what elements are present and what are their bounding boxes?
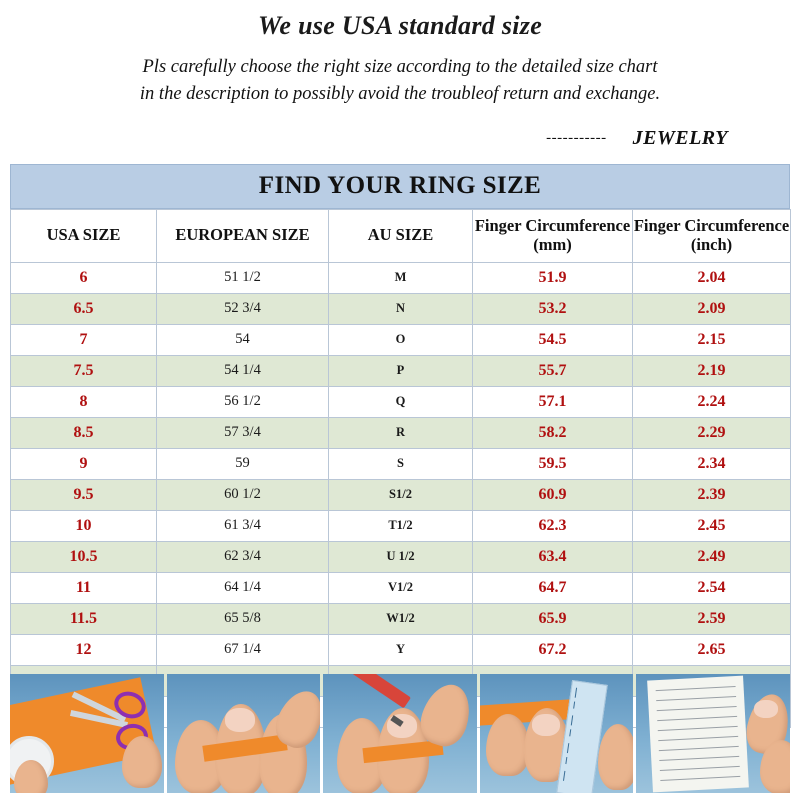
cell-circumference-mm: 62.3	[473, 510, 633, 541]
ruler-tick	[565, 757, 567, 764]
table-row	[11, 324, 791, 355]
cell-usa-size: 7	[11, 324, 157, 355]
cell-usa-size: 9.5	[11, 479, 157, 510]
table-row	[11, 541, 791, 572]
step-mark-strip-with-pen	[323, 674, 477, 793]
cell-circumference-inch: 2.15	[633, 324, 791, 355]
step-compare-with-size-chart	[636, 674, 790, 793]
cell-usa-size: 11.5	[11, 603, 157, 634]
cell-circumference-inch: 2.59	[633, 603, 791, 634]
cell-european-size: 62 3/4	[157, 541, 329, 572]
cell-circumference-inch: 2.54	[633, 572, 791, 603]
cell-european-size: 57 3/4	[157, 417, 329, 448]
table-row	[11, 479, 791, 510]
table-row	[11, 634, 791, 665]
chart-line	[659, 736, 739, 741]
cell-circumference-inch: 2.04	[633, 262, 791, 293]
table-header-row	[11, 209, 791, 262]
step-measure-strip-with-ruler	[480, 674, 634, 793]
cell-au-size: M	[329, 262, 473, 293]
cell-circumference-mm: 67.2	[473, 634, 633, 665]
cell-usa-size: 10	[11, 510, 157, 541]
finger-1	[486, 714, 530, 776]
cell-circumference-mm: 60.9	[473, 479, 633, 510]
cell-au-size: S1/2	[329, 479, 473, 510]
cell-european-size: 64 1/4	[157, 572, 329, 603]
table-row	[11, 355, 791, 386]
ruler-tick	[569, 729, 571, 736]
cell-usa-size: 11	[11, 572, 157, 603]
table-row	[11, 417, 791, 448]
cell-circumference-inch: 2.49	[633, 541, 791, 572]
chart-line	[660, 766, 740, 771]
chart-line	[658, 726, 738, 731]
subtext-line-1: Pls carefully choose the right size according to the detailed size chart	[142, 57, 658, 77]
size-chart-sheet	[648, 676, 750, 793]
chart-line	[661, 776, 741, 781]
table-row	[11, 603, 791, 634]
cell-usa-size: 6	[11, 262, 157, 293]
table-row	[11, 293, 791, 324]
table-row	[11, 448, 791, 479]
cell-circumference-inch: 2.45	[633, 510, 791, 541]
cell-european-size: 52 3/4	[157, 293, 329, 324]
cell-au-size: S	[329, 448, 473, 479]
cell-usa-size: 8.5	[11, 417, 157, 448]
cell-circumference-mm: 53.2	[473, 293, 633, 324]
cell-european-size: 51 1/2	[157, 262, 329, 293]
chart-line	[657, 706, 737, 711]
chart-line	[656, 686, 736, 691]
fingernail	[225, 708, 255, 732]
cell-european-size: 61 3/4	[157, 510, 329, 541]
cell-circumference-mm: 55.7	[473, 355, 633, 386]
cell-usa-size: 12	[11, 634, 157, 665]
cell-circumference-mm: 57.1	[473, 386, 633, 417]
cell-au-size: U 1/2	[329, 541, 473, 572]
cell-circumference-mm: 63.4	[473, 541, 633, 572]
step-wrap-strip-around-finger	[167, 674, 321, 793]
cell-au-size: O	[329, 324, 473, 355]
brand-line	[0, 127, 800, 150]
cell-au-size: N	[329, 293, 473, 324]
subtext-line-2: in the description to possibly avoid the troubleof return and exchange.	[139, 83, 661, 104]
ruler-tick	[573, 702, 575, 709]
column-header-finger-circumference-inch: Finger Circumference (inch)	[633, 209, 791, 262]
cell-au-size: V1/2	[329, 572, 473, 603]
cell-au-size: W1/2	[329, 603, 473, 634]
cell-circumference-inch: 2.09	[633, 293, 791, 324]
cell-european-size: 59	[157, 448, 329, 479]
cell-european-size: 67 1/4	[157, 634, 329, 665]
instruction-photo-strip	[10, 674, 790, 793]
cell-european-size: 65 5/8	[157, 603, 329, 634]
brand-name: JEWELRY	[632, 126, 728, 149]
table-row	[11, 386, 791, 417]
cell-european-size: 54 1/4	[157, 355, 329, 386]
ruler-tick	[571, 715, 573, 725]
ruler-tick	[567, 743, 569, 753]
cell-circumference-inch: 2.39	[633, 479, 791, 510]
cell-european-size: 54	[157, 324, 329, 355]
brand-dashes: -----------	[546, 129, 607, 146]
table-row	[11, 262, 791, 293]
table-body	[11, 262, 791, 727]
ruler-tick	[563, 771, 565, 781]
column-header-european-size: EUROPEAN SIZE	[157, 209, 329, 262]
table-title: FIND YOUR RING SIZE	[10, 164, 790, 209]
cell-european-size: 60 1/2	[157, 479, 329, 510]
ring-size-table	[10, 209, 791, 728]
column-header-au-size: AU SIZE	[329, 209, 473, 262]
cell-circumference-mm: 58.2	[473, 417, 633, 448]
cell-usa-size: 8	[11, 386, 157, 417]
cell-au-size: Q	[329, 386, 473, 417]
cell-circumference-mm: 64.7	[473, 572, 633, 603]
page-subtext	[0, 54, 800, 108]
column-header-usa-size: USA SIZE	[11, 209, 157, 262]
chart-line	[657, 696, 737, 701]
cell-au-size: R	[329, 417, 473, 448]
cell-circumference-inch: 2.19	[633, 355, 791, 386]
fingernail	[532, 714, 560, 736]
chart-line	[660, 756, 740, 761]
table-row	[11, 572, 791, 603]
step-cut-paper-strip	[10, 674, 164, 793]
cell-au-size: Y	[329, 634, 473, 665]
chart-line	[659, 746, 739, 751]
cell-circumference-inch: 2.65	[633, 634, 791, 665]
cell-circumference-inch: 2.24	[633, 386, 791, 417]
ruler-tick	[574, 688, 576, 698]
cell-usa-size: 10.5	[11, 541, 157, 572]
fingernail	[754, 700, 778, 718]
cell-usa-size: 9	[11, 448, 157, 479]
table-row	[11, 510, 791, 541]
cell-usa-size: 7.5	[11, 355, 157, 386]
cell-circumference-mm: 65.9	[473, 603, 633, 634]
column-header-finger-circumference-mm: Finger Circumference (mm)	[473, 209, 633, 262]
cell-circumference-inch: 2.29	[633, 417, 791, 448]
chart-line	[658, 716, 738, 721]
cell-au-size: P	[329, 355, 473, 386]
cell-circumference-mm: 54.5	[473, 324, 633, 355]
page-headline: We use USA standard size	[257, 11, 543, 40]
cell-european-size: 56 1/2	[157, 386, 329, 417]
cell-au-size: T1/2	[329, 510, 473, 541]
cell-circumference-mm: 59.5	[473, 448, 633, 479]
table-header	[11, 209, 791, 262]
cell-usa-size: 6.5	[11, 293, 157, 324]
cell-circumference-inch: 2.34	[633, 448, 791, 479]
cell-circumference-mm: 51.9	[473, 262, 633, 293]
